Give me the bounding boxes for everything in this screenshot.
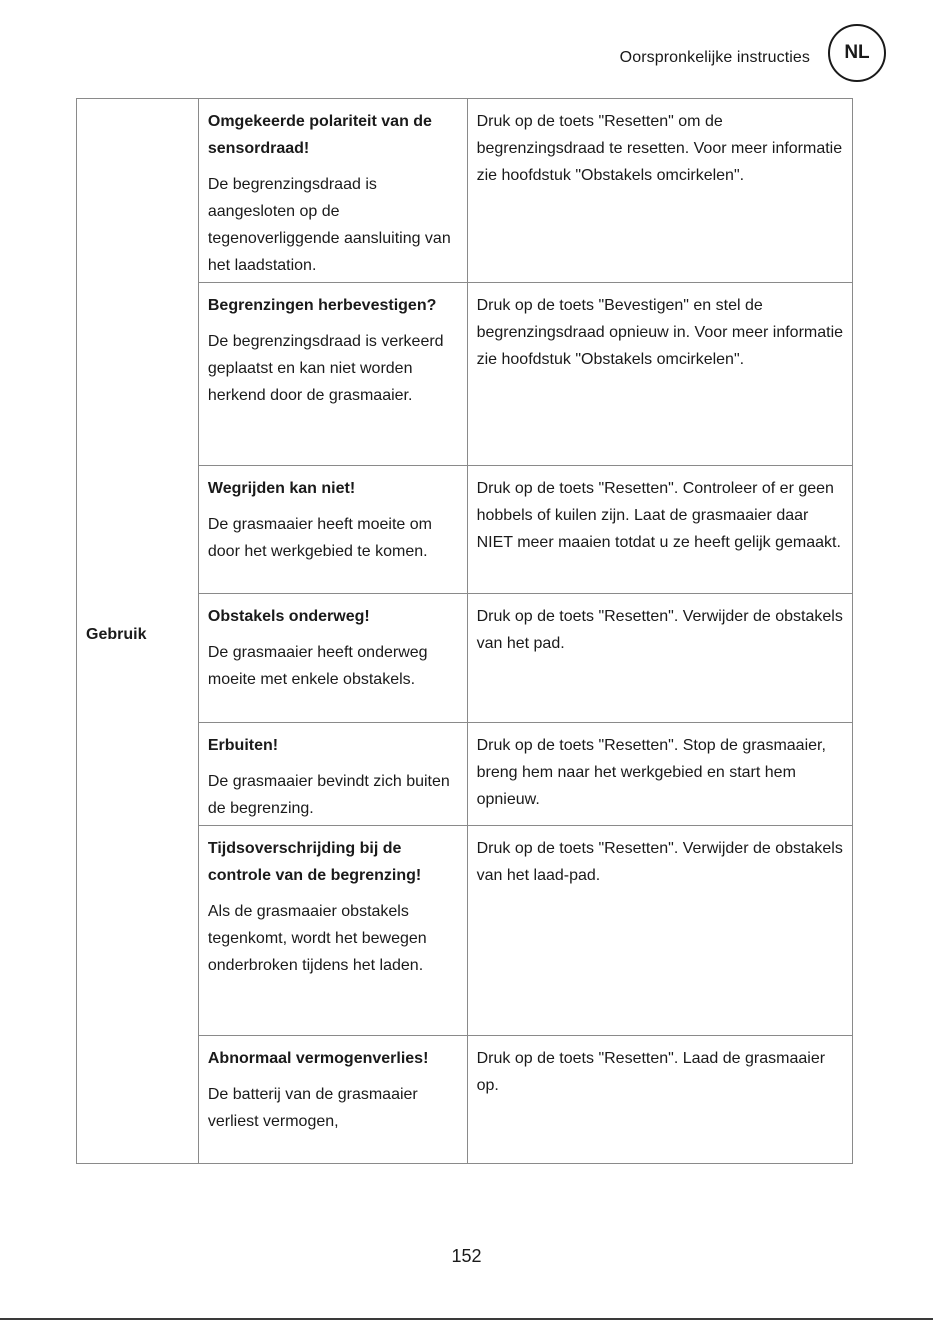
error-description: De grasmaaier heeft onderweg moeite met enkele obstakels. — [207, 644, 428, 688]
error-message: Obstakels onderweg! — [207, 608, 370, 625]
error-description: De begrenzingsdraad is verkeerd geplaatst en kan niet worden herkend door de grasmaaier. — [207, 333, 444, 404]
page-number: 152 — [451, 1246, 482, 1266]
problem-cell — [198, 1036, 467, 1164]
error-description: De batterij van de grasmaaier verliest vermogen, — [207, 1086, 418, 1130]
problem-cell — [198, 466, 467, 594]
problem-cell — [198, 283, 467, 466]
error-message: Wegrijden kan niet! — [207, 480, 356, 497]
problem-cell — [198, 826, 467, 1036]
error-message: Begrenzingen herbevestigen? — [207, 297, 437, 314]
document-header-title: Oorspronkelijke instructies — [619, 49, 810, 66]
table-row — [77, 99, 853, 283]
error-message: Tijdsoverschrijding bij de controle van de begrenzing! — [207, 840, 422, 884]
error-message: Omgekeerde polariteit van de sensordraad! — [207, 113, 432, 157]
error-message: Abnormaal vermogenverlies! — [207, 1050, 429, 1067]
error-description: Als de grasmaaier obstakels tegenkomt, wordt het bewegen onderbroken tijdens het laden. — [207, 903, 427, 974]
solution-cell: Druk op de toets "Resetten". Stop de grasmaaier, breng hem naar het werkgebied en start hem opnieuw. — [467, 723, 852, 826]
solution-cell: Druk op de toets "Resetten". Verwijder de obstakels van het pad. — [467, 594, 852, 723]
troubleshooting-table — [76, 98, 853, 1164]
problem-cell — [198, 99, 467, 283]
solution-cell: Druk op de toets "Resetten". Controleer of er geen hobbels of kuilen zijn. Laat de grasmaaier daar NIET meer maaien totdat u ze heeft gelijk gemaakt. — [467, 466, 852, 594]
error-description: De grasmaaier heeft moeite om door het werkgebied te komen. — [207, 516, 432, 560]
solution-cell: Druk op de toets "Resetten". Verwijder de obstakels van het laad-pad. — [467, 826, 852, 1036]
error-description: De grasmaaier bevindt zich buiten de begrenzing. — [207, 773, 450, 817]
error-description: De begrenzingsdraad is aangesloten op de tegenoverliggende aansluiting van het laadstation. — [207, 176, 451, 274]
category-cell: Gebruik — [77, 99, 199, 1164]
language-badge: NL — [828, 24, 886, 82]
solution-cell: Druk op de toets "Resetten". Laad de grasmaaier op. — [467, 1036, 852, 1164]
problem-cell — [198, 594, 467, 723]
problem-cell — [198, 723, 467, 826]
solution-cell: Druk op de toets "Bevestigen" en stel de begrenzingsdraad opnieuw in. Voor meer informatie zie hoofdstuk "Obstakels omcirkelen". — [467, 283, 852, 466]
solution-cell: Druk op de toets "Resetten" om de begrenzingsdraad te resetten. Voor meer informatie zie hoofdstuk "Obstakels omcirkelen". — [467, 99, 852, 283]
bottom-divider — [0, 1318, 933, 1320]
error-message: Erbuiten! — [207, 737, 279, 754]
